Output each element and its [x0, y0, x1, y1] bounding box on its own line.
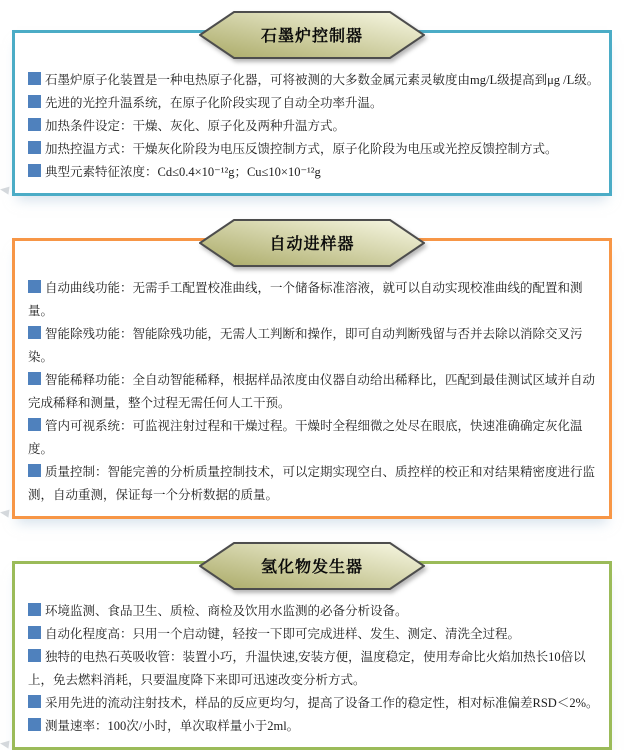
banner-container	[0, 10, 624, 60]
feature-item	[28, 323, 604, 369]
feature-item	[28, 623, 604, 646]
feature-item	[28, 715, 604, 738]
feature-item	[28, 115, 604, 138]
square-bullet-icon	[28, 72, 41, 85]
feature-text: 独特的电热石英吸收管：装置小巧，升温快速,安装方便，温度稳定，使用寿命比火焰加热长10倍以上，免去燃料消耗，只要温度降下来即可迅速改变分析方式。	[28, 650, 586, 687]
feature-item	[28, 161, 604, 184]
feature-text: 先进的光控升温系统，在原子化阶段实现了自动全功率升温。	[45, 96, 383, 110]
square-bullet-icon	[28, 118, 41, 131]
square-bullet-icon	[28, 603, 41, 616]
section-banner	[199, 10, 425, 60]
section-title: 自动进样器	[269, 235, 355, 253]
square-bullet-icon	[28, 280, 41, 293]
feature-item	[28, 92, 604, 115]
feature-text: 自动曲线功能：无需手工配置校准曲线，一个储备标准溶液，就可以自动实现校准曲线的配置和测量。	[28, 281, 583, 318]
product-section	[0, 218, 624, 519]
feature-text: 加热控温方式：干燥灰化阶段为电压反馈控制方式，原子化阶段为电压或光控反馈控制方式。	[45, 142, 558, 156]
feature-text: 智能除残功能：智能除残功能，无需人工判断和操作，即可自动判断残留与否并去除以消除交叉污染。	[28, 327, 583, 364]
feature-text: 测量速率：100次/小时，单次取样量小于2ml。	[45, 719, 300, 733]
feature-item	[28, 600, 604, 623]
section-title: 石墨炉控制器	[260, 27, 363, 45]
feature-item	[28, 369, 604, 415]
feature-text: 典型元素特征浓度：Cd≤0.4×10⁻¹²g；Cu≤10×10⁻¹²g	[45, 165, 321, 179]
square-bullet-icon	[28, 626, 41, 639]
section-box	[12, 238, 612, 519]
square-bullet-icon	[28, 418, 41, 431]
feature-text: 加热条件设定：干燥、灰化、原子化及两种升温方式。	[45, 119, 346, 133]
feature-text: 质量控制：智能完善的分析质量控制技术，可以定期实现空白、质控样的校正和对结果精密度进行监测，自动重测，保证每一个分析数据的质量。	[28, 465, 596, 502]
square-bullet-icon	[28, 372, 41, 385]
square-bullet-icon	[28, 141, 41, 154]
square-bullet-icon	[28, 718, 41, 731]
section-title: 氢化物发生器	[260, 558, 363, 576]
feature-item	[28, 69, 604, 92]
document-page	[0, 10, 624, 750]
product-section	[0, 541, 624, 750]
feature-text: 自动化程度高：只用一个启动键，轻按一下即可完成进样、发生、测定、清洗全过程。	[45, 627, 521, 641]
feature-item	[28, 692, 604, 715]
square-bullet-icon	[28, 649, 41, 662]
feature-text: 采用先进的流动注射技术，样品的反应更均匀，提高了设备工作的稳定性，相对标准偏差RSD＜2%。	[45, 696, 599, 710]
square-bullet-icon	[28, 95, 41, 108]
square-bullet-icon	[28, 326, 41, 339]
feature-text: 管内可视系统：可监视注射过程和干燥过程。干燥时全程细微之处尽在眼底，快速准确确定灰化温度。	[28, 419, 583, 456]
square-bullet-icon	[28, 464, 41, 477]
feature-item	[28, 461, 604, 507]
feature-item	[28, 415, 604, 461]
feature-item	[28, 646, 604, 692]
product-section	[0, 10, 624, 196]
square-bullet-icon	[28, 695, 41, 708]
square-bullet-icon	[28, 164, 41, 177]
feature-item	[28, 138, 604, 161]
feature-text: 智能稀释功能：全自动智能稀释，根据样品浓度由仪器自动给出稀释比，匹配到最佳测试区域并自动完成稀释和测量，整个过程无需任何人工干预。	[28, 373, 596, 410]
feature-item	[28, 277, 604, 323]
page-curl-shadow-icon	[0, 739, 10, 748]
page-curl-shadow-icon	[0, 185, 10, 194]
feature-text: 石墨炉原子化装置是一种电热原子化器，可将被测的大多数金属元素灵敏度由mg/L级提高到μg /L级。	[45, 73, 600, 87]
section-banner	[199, 541, 425, 591]
page-curl-shadow-icon	[0, 508, 10, 517]
section-banner	[199, 218, 425, 268]
feature-text: 环境监测、食品卫生、质检、商检及饮用水监测的必备分析设备。	[45, 604, 408, 618]
banner-container	[0, 541, 624, 591]
banner-container	[0, 218, 624, 268]
